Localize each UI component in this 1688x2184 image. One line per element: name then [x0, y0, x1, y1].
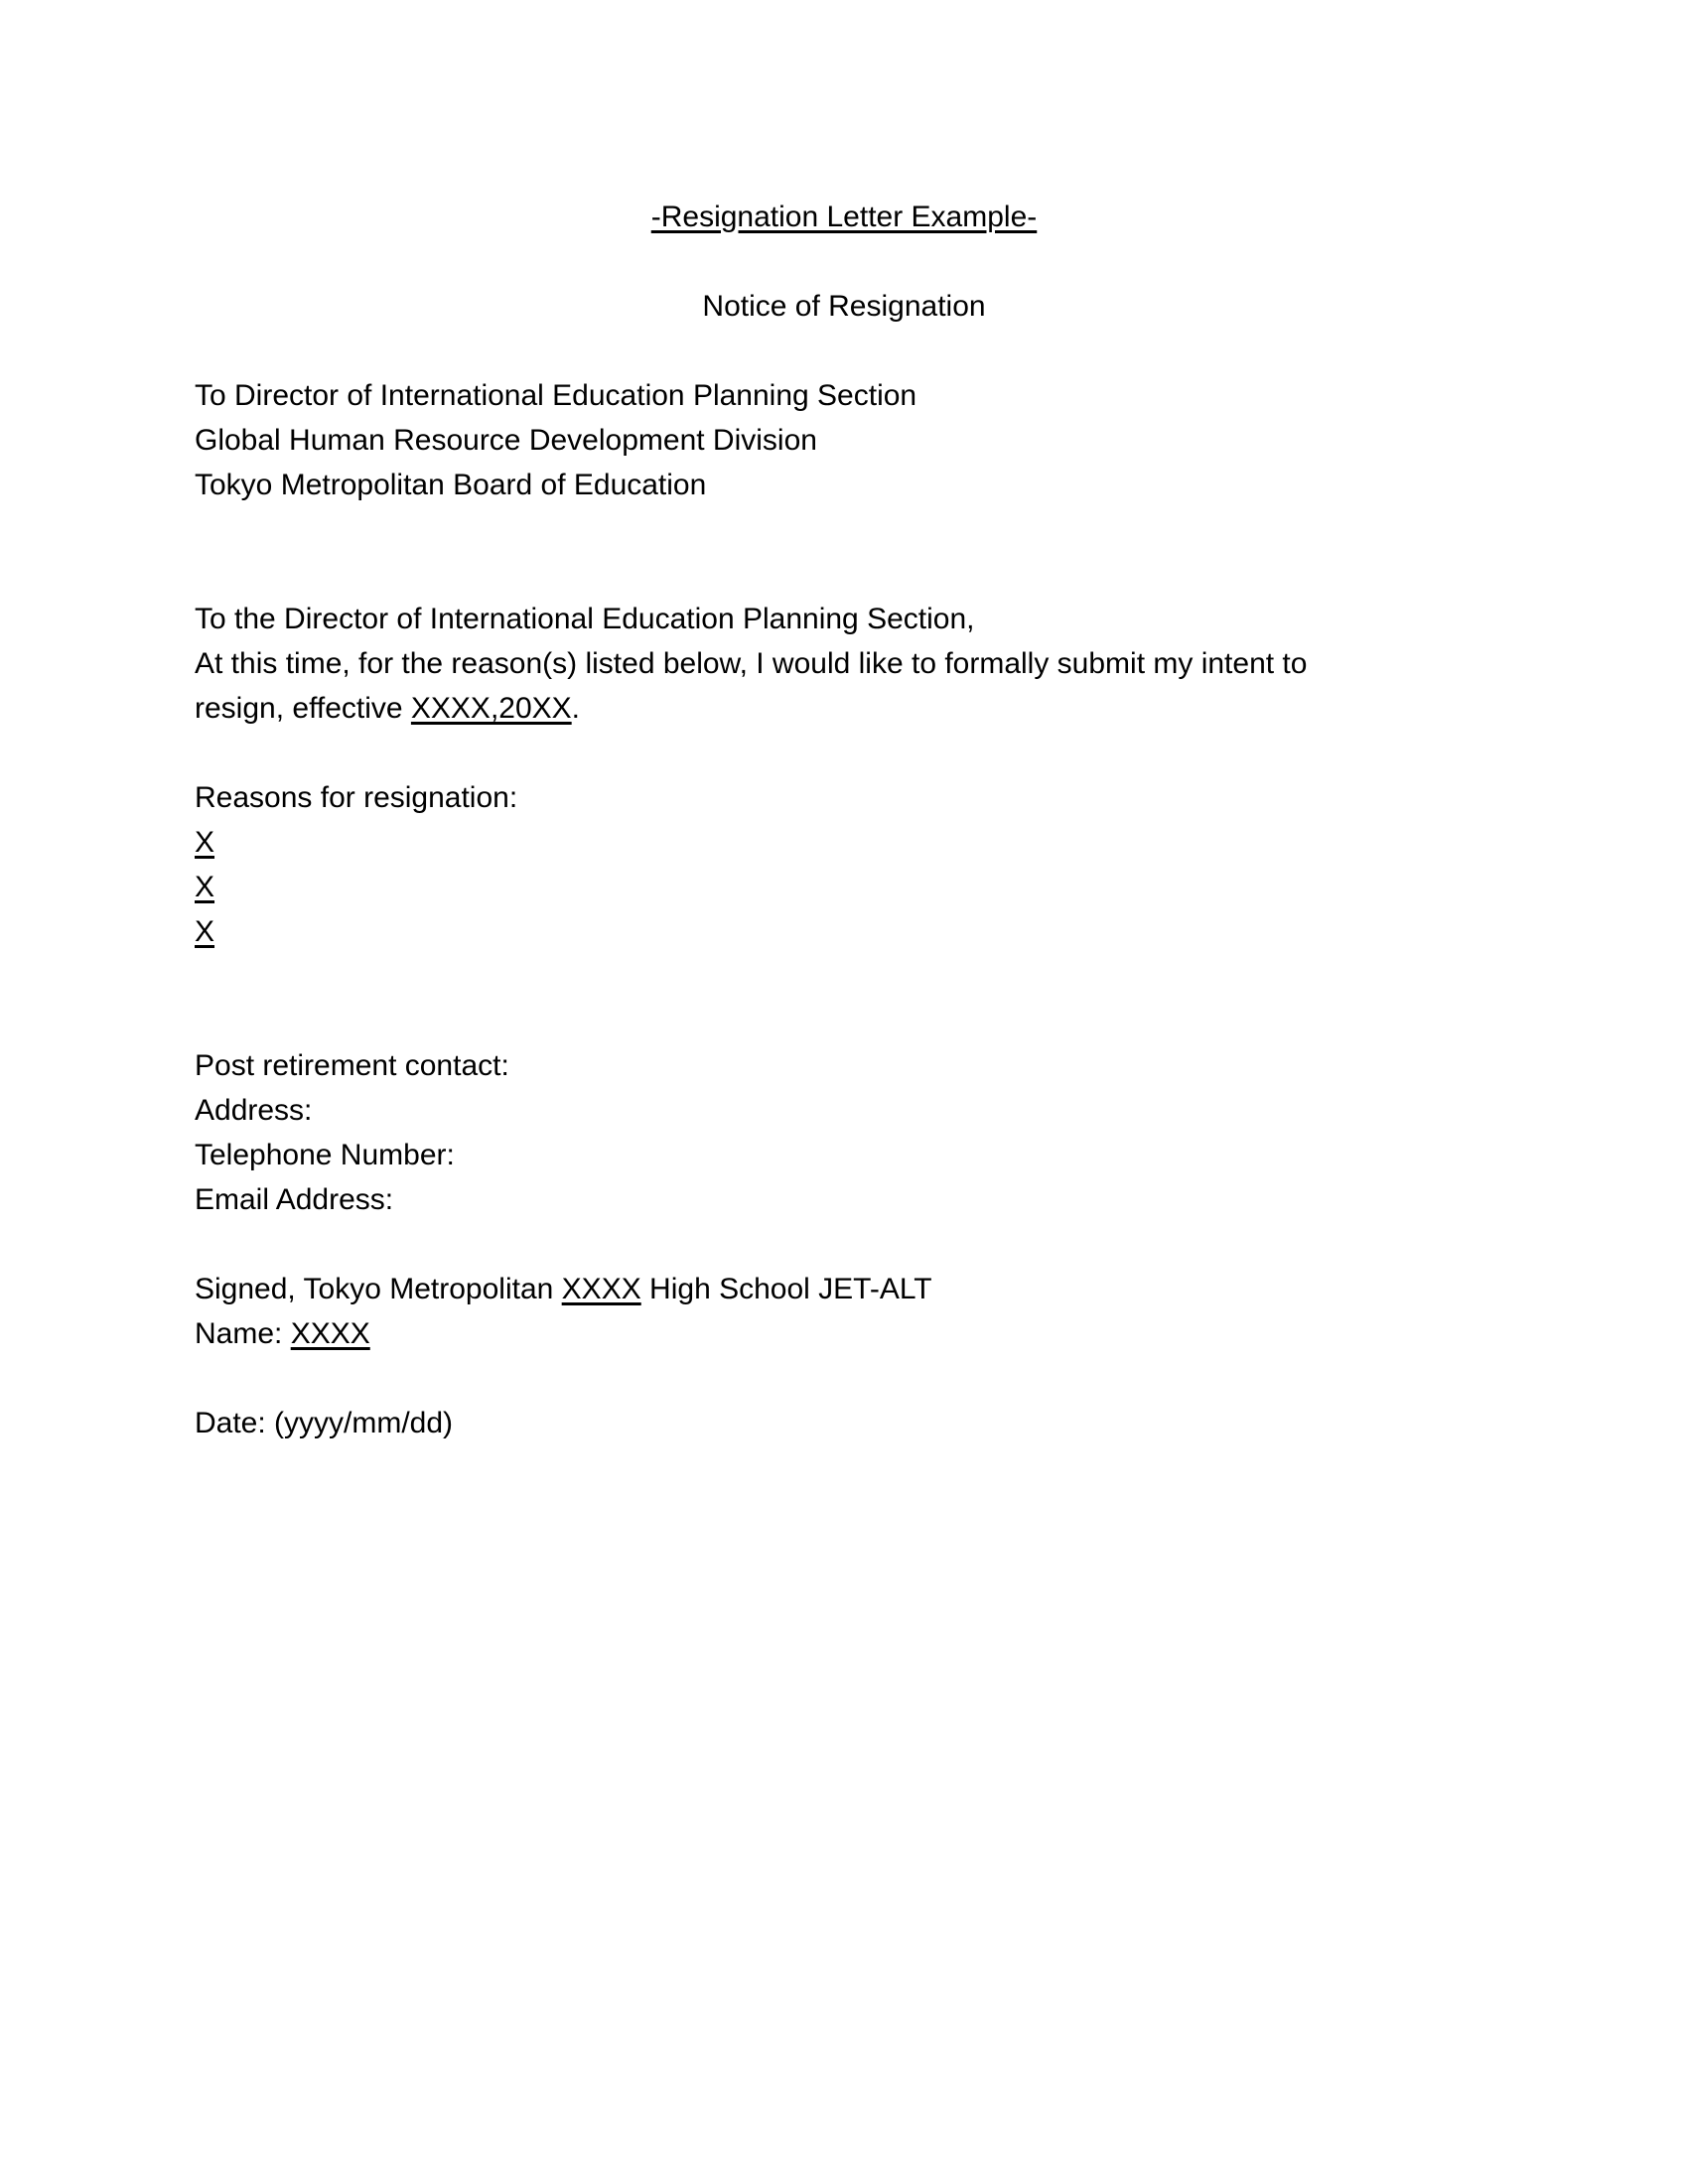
- school-name-placeholder: XXXX: [561, 1273, 641, 1305]
- date-line: Date: (yyyy/mm/dd): [195, 1407, 454, 1439]
- contact-telephone-label: Telephone Number:: [195, 1139, 455, 1171]
- intent-line-2: [195, 686, 1493, 731]
- contact-address-label: Address:: [195, 1094, 313, 1127]
- reason-item-1: [195, 820, 1493, 865]
- reason-placeholder-1: X: [195, 826, 215, 859]
- spacer: [195, 329, 1493, 373]
- document-title: [195, 195, 1493, 239]
- reason-item-2: [195, 865, 1493, 909]
- recipient-line-2: Global Human Resource Development Division: [195, 424, 817, 457]
- salutation-line: To the Director of International Education Planning Section,: [195, 603, 975, 635]
- reason-placeholder-3: X: [195, 915, 215, 948]
- recipient-line-1: To Director of International Education Planning Section: [195, 379, 917, 412]
- spacer: [195, 999, 1493, 1043]
- name-placeholder: XXXX: [290, 1317, 370, 1350]
- spacer: [195, 731, 1493, 775]
- document-subtitle: Notice of Resignation: [702, 290, 986, 323]
- signed-line: [195, 1267, 1493, 1311]
- signed-prefix: Signed, Tokyo Metropolitan: [195, 1273, 562, 1305]
- contact-heading: Post retirement contact:: [195, 1049, 509, 1082]
- intent-line-2-prefix: resign, effective: [195, 692, 411, 725]
- intent-line-2-suffix: .: [571, 692, 581, 725]
- spacer: [195, 507, 1493, 552]
- contact-email-label: Email Address:: [195, 1183, 394, 1216]
- reason-placeholder-2: X: [195, 871, 215, 903]
- spacer: [195, 552, 1493, 597]
- spacer: [195, 1356, 1493, 1401]
- spacer: [195, 1222, 1493, 1267]
- intent-line-1: At this time, for the reason(s) listed below, I would like to formally submit my intent to: [195, 647, 1308, 680]
- effective-date-placeholder: XXXX,20XX: [410, 692, 572, 725]
- reasons-heading: Reasons for resignation:: [195, 781, 518, 814]
- spacer: [195, 954, 1493, 999]
- name-line: [195, 1311, 1493, 1356]
- signed-suffix: High School JET-ALT: [640, 1273, 932, 1305]
- document-title-text: -Resignation Letter Example-: [650, 201, 1038, 233]
- recipient-line-3: Tokyo Metropolitan Board of Education: [195, 469, 707, 501]
- reason-item-3: [195, 909, 1493, 954]
- name-label: Name:: [195, 1317, 291, 1350]
- spacer: [195, 239, 1493, 284]
